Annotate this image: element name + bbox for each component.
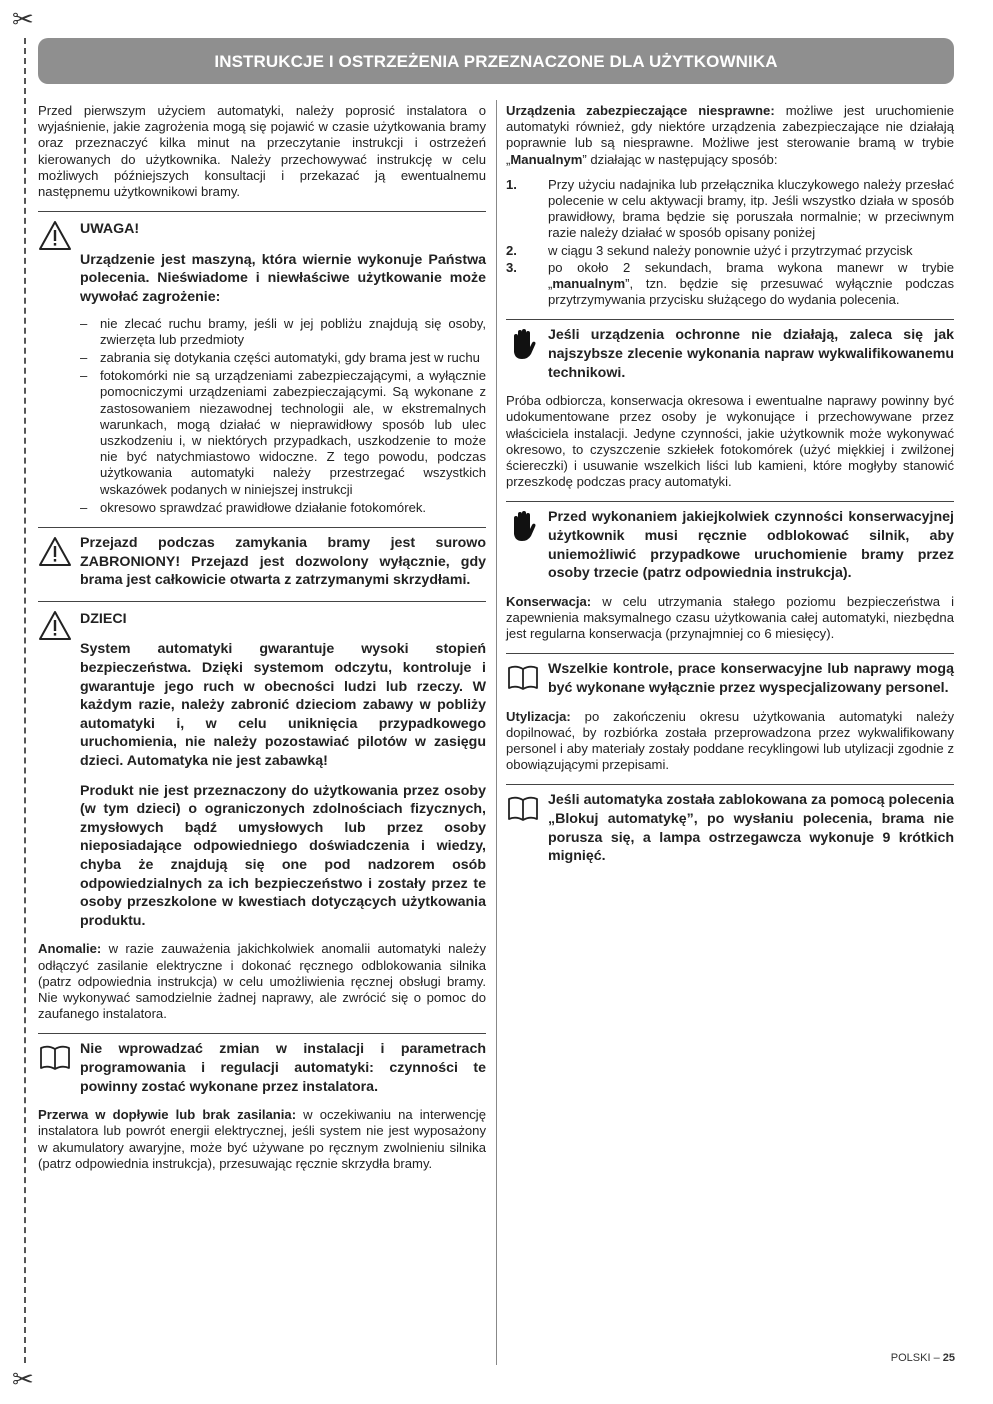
manual-book-icon xyxy=(506,793,540,825)
passage-warning-text: Przejazd podczas zamykania bramy jest surowo ZABRONIONY! Przejazd jest dozwolony wyłącznie, gdy brama jest całkowicie otwarta z zatrzymanymi skrzydłami. xyxy=(80,535,486,589)
list-item: – fotokomórki nie są urządzeniami zabezpieczającymi, a wyłącznie pomocniczymi urządzeniami zabezpieczającymi. Są wykonane z zastosowaniem niezawodnej technologii ale, w ekstremalnych warunkach, mogą działać w nieprawidłowy sposób lub ulec uszkodzeniu i, w niektórych przypadkach, uszkodzenie to może nie być natychmiastowo widoczne. Z tego powodu, podczas użytkowania automatyki należy przestrzegać wszystkich wskazówek podanych w niniejszej instrukcji xyxy=(80,368,486,498)
warning-triangle-icon xyxy=(38,220,72,252)
unlock-notice xyxy=(506,501,954,582)
children-text-2: Produkt nie jest przeznaczony do użytkowania przez osoby (w tym dzieci) o ograniczonych zdolnościach fizycznych, zmysłowych bądź umysłowych lub przez osoby nieposiadające odpowiedniego doświadczenia i wiedzy, chyba że znajdują się one pod nadzorem osób odpowiedzialnych za ich bezpieczeństwo i zostały przez te osoby przeszkolone w kwestiach dotyczących użytkowania produktu. xyxy=(80,782,486,929)
manual-book-icon xyxy=(506,662,540,694)
block-automation-text: Jeśli automatyka została zablokowana za pomocą polecenia „Blokuj automatykę”, po wysłaniu polecenia, brama nie porusza się, a lampa ostrzegawcza wykonuje 9 krótkich mignięć. xyxy=(548,792,954,865)
disposal-label: Utylizacja: xyxy=(506,708,571,724)
stop-hand-icon xyxy=(506,328,540,360)
anomalies-paragraph xyxy=(38,941,486,1022)
safety-devices-paragraph xyxy=(506,103,954,168)
page-title: INSTRUKCJE I OSTRZEŻENIA PRZEZNACZONE DLA UŻYTKOWNIKA xyxy=(38,38,954,84)
step-text: Przy użyciu nadajnika lub przełącznika kluczykowego należy przesłać polecenie w celu aktywacji bramy, itp. Jeśli wszystko działa w sposób prawidłowy, brama będzie się poruszała normalnie; w przeciwnym razie należy działać w sposób opisany poniżej xyxy=(548,176,954,241)
list-item: – okresowo sprawdzać prawidłowe działanie fotokomórek. xyxy=(80,500,486,516)
scissors-icon: ✂ xyxy=(12,4,34,34)
step-number: 3. xyxy=(506,259,517,275)
step-text-end: ”, tzn. będzie się przesuwać wyłącznie podczas przytrzymywania przycisku służącego do wydania polecenia. xyxy=(548,276,954,308)
power-outage-text: w oczekiwaniu na interwencję instalatora lub powrót energii elektrycznej, jeśli system nie jest wyposażony w akumulatory awaryjne, może być używane po ręcznym zwolnieniu silnika (patrz odpowiednia instrukcja), przesuwając ręcznie skrzydła bramy. xyxy=(38,1107,486,1171)
page-number: 25 xyxy=(942,1352,955,1364)
warning-triangle-icon xyxy=(38,610,72,642)
warning-triangle-icon xyxy=(38,536,72,568)
column-divider xyxy=(496,100,497,1365)
manual-steps-list xyxy=(506,177,954,309)
safety-devices-text: możliwe jest uruchomienie automatyki również, gdy niektóre urządzenia zabezpieczające nie działają poprawnie lub są niesprawne. Możliwe jest sterowanie bramą w trybie „ xyxy=(506,103,954,167)
qualified-staff-notice xyxy=(506,653,954,697)
maintenance-label: Konserwacja: xyxy=(506,593,592,609)
list-item: – nie zlecać ruchu bramy, jeśli w jej pobliżu znajdują się osoby, zwierzęta lub przedmioty xyxy=(80,316,486,348)
list-item: – zabrania się dotykania części automatyki, gdy brama jest w ruchu xyxy=(80,350,486,366)
manual-mode-term: Manualnym xyxy=(510,151,583,167)
list-item xyxy=(506,177,954,242)
disposal-text: po zakończeniu okresu użytkowania automatyki należy dopilnować, by rozbiórka została przeprowadzona przez wykwalifikowany personel i aby materiały zostały poddane recyklingowi lub utylizacji zgodnie z obowiązującymi przepisami. xyxy=(506,708,954,773)
footer-language: POLSKI – xyxy=(890,1352,943,1364)
warning-list xyxy=(80,316,486,516)
left-column xyxy=(38,103,486,1181)
anomalies-text: w razie zauważenia jakichkolwiek anomalii automatyki należy odłączyć zasilanie elektryczne i dokonać ręcznego odblokowania silnika (patrz odpowiednia instrukcja) w celu umożliwienia ręcznej obsługi bramy. Nie wykonywać samodzielnie żadnej naprawy, ale zwrócić się o pomoc do zaufanego instalatora. xyxy=(38,941,486,1022)
anomalies-label: Anomalie: xyxy=(38,941,102,957)
safety-devices-text-end: ” działając w następujący sposób: xyxy=(582,151,778,167)
warning-notice xyxy=(38,211,486,306)
children-text-1: System automatyki gwarantuje wysoki stopień bezpieczeństwa. Dzięki systemom odczytu, kontroluje i gwarantuje jego ruch w obecności ludzi lub rzeczy. W każdym razie, należy zabronić dzieciom zabawy w pobliży automatyki i, w celu uniknięcia przypadkowego uruchomienia, nie należy pozostawiać pilotów w zasięgu dzieci. Automatyka nie jest zabawką! xyxy=(80,641,486,769)
list-item xyxy=(506,243,954,259)
testing-paragraph: Próba odbiorcza, konserwacja okresowa i ewentualne naprawy powinny być udokumentowane przez osoby je wykonujące i przechowywane przez właściciela instalacji. Jedyne czynności, jakie użytkownik może wykonywać okresowo, to czyszczenie szkiełek fotokomórek (użyć miękkiej i zwilżonej ściereczki) i usuwanie wszelkich liści lub kamieni, które mogłyby stanowić przeszkodę podczas pracy automatyki. xyxy=(506,393,954,490)
manual-book-icon xyxy=(38,1042,72,1074)
unlock-notice-text: Przed wykonaniem jakiejkolwiek czynności konserwacyjnej użytkownik musi ręcznie odblokować silnik, aby uniemożliwić przypadkowe uruchomienie bramy przez osoby trzecie (patrz odpowiednia instrukcja). xyxy=(548,509,954,582)
maintenance-text: w celu utrzymania stałego poziomu bezpieczeństwa i zapewnienia maksymalnego czasu użytkowania całej automatyki, niezbędna jest regularna konserwacja (przynajmniej co 6 miesięcy). xyxy=(506,593,954,642)
power-outage-paragraph xyxy=(38,1107,486,1172)
safety-devices-label: Urządzenia zabezpieczające niesprawne: xyxy=(506,103,775,118)
step-text: w ciągu 3 sekund należy ponownie użyć i przytrzymać przycisk xyxy=(548,242,913,258)
repair-notice xyxy=(506,319,954,382)
page-footer xyxy=(891,1352,955,1364)
scissors-icon: ✂ xyxy=(12,1364,34,1394)
stop-hand-icon xyxy=(506,510,540,542)
step-number: 2. xyxy=(506,242,517,258)
right-column xyxy=(506,103,954,877)
qualified-staff-text: Wszelkie kontrole, prace konserwacyjne lub naprawy mogą być wykonane wyłącznie przez wyspecjalizowany personel. xyxy=(548,661,954,697)
repair-notice-text: Jeśli urządzenia ochronne nie działają, zaleca się jak najszybsze zlecenie wykonania napraw wykwalifikowanemu technikowi. xyxy=(548,327,954,381)
cut-line xyxy=(24,38,26,1363)
block-automation-notice xyxy=(506,784,954,865)
installer-notice-text: Nie wprowadzać zmian w instalacji i parametrach programowania i regulacji automatyki: czynności te powinny zostać wykonane przez instalatora. xyxy=(80,1041,486,1095)
power-outage-label: Przerwa w dopływie lub brak zasilania: xyxy=(38,1107,297,1123)
children-notice xyxy=(38,601,486,931)
disposal-paragraph xyxy=(506,709,954,774)
maintenance-paragraph xyxy=(506,594,954,643)
warning-title: UWAGA! xyxy=(80,221,140,238)
children-title: DZIECI xyxy=(80,610,127,627)
step-text: po około 2 sekundach, brama wykona manewr w trybie „ xyxy=(548,259,954,292)
warning-text: Urządzenie jest maszyną, która wiernie wykonuje Państwa polecenia. Nieświadome i niewłaściwe użytkowanie może wywołać zagrożenie: xyxy=(80,251,486,305)
intro-paragraph: Przed pierwszym użyciem automatyki, należy poprosić instalatora o wyjaśnienie, jakie zagrożenia mogą się pojawić w czasie użytkowania bramy oraz przeznaczyć kilka minut na przeczytanie instrukcji i ostrzeżeń kierowanych do użytkownika. Należy przechowywać instrukcję w celu możliwych późniejszych konsultacji i przekazać ją ewentualnemu następnemu użytkownikowi bramy. xyxy=(38,103,486,200)
installer-notice xyxy=(38,1033,486,1096)
step-number: 1. xyxy=(506,176,517,192)
passage-warning-notice xyxy=(38,527,486,590)
list-item xyxy=(506,260,954,309)
step-bold-term: manualnym xyxy=(552,276,626,292)
